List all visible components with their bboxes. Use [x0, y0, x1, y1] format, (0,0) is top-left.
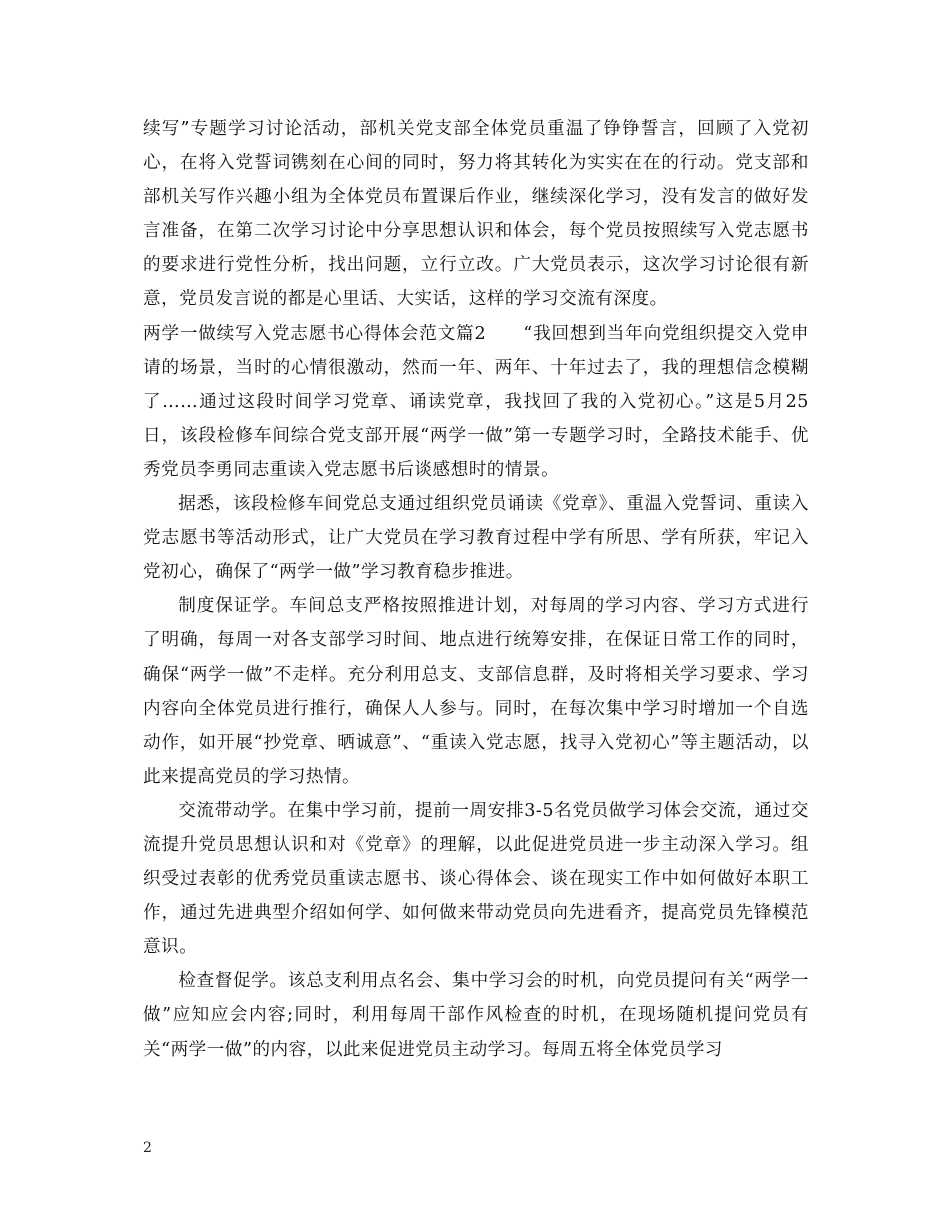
document-body: [143, 112, 809, 1067]
paragraph-5: 交流带动学。在集中学习前，提前一周安排3-5名党员做学习体会交流，通过交流提升党员思想认识和对《党章》的理解，以此促进党员进一步主动深入学习。组织受过表彰的优秀党员重读志愿书、谈心得体会、谈在现实工作中如何做好本职工作，通过先进典型介绍如何学、如何做来带动党员向先进看齐，提高党员先锋模范意识。: [143, 800, 809, 958]
paragraph-6: 检查督促学。该总支利用点名会、集中学习会的时机，向党员提问有关“两学一做”应知应会内容;同时，利用每周干部作风检查的时机，在现场随机提问党员有关“两学一做”的内容，以此来促进党员主动学习。每周五将全体党员学习: [143, 971, 809, 1060]
paragraph-1: 续写”专题学习讨论活动，部机关党支部全体党员重温了铮铮誓言，回顾了入党初心，在将入党誓词镌刻在心间的同时，努力将其转化为实实在在的行动。党支部和部机关写作兴趣小组为全体党员布置课后作业，继续深化学习，没有发言的做好发言准备，在第二次学习讨论中分享思想认识和体会，每个党员按照续写入党志愿书的要求进行党性分析，找出问题，立行立改。广大党员表示，这次学习讨论很有新意，党员发言说的都是心里话、大实话，这样的学习交流有深度。: [143, 119, 809, 310]
paragraph-3: 据悉，该段检修车间党总支通过组织党员诵读《党章》、重温入党誓词、重读入党志愿书等活动形式，让广大党员在学习教育过程中学有所思、学有所获，牢记入党初心，确保了“两学一做”学习教育稳步推进。: [143, 494, 809, 583]
page-number: 2: [143, 1140, 152, 1156]
paragraph-2: 两学一做续写入党志愿书心得体会范文篇2 “我回想到当年向党组织提交入党申请的场景，当时的心情很激动，然而一年、两年、十年过去了，我的理想信念模糊了……通过这段时间学习党章、诵读党章，我找回了我的入党初心。”这是5月25日，该段检修车间综合党支部开展“两学一做”第一专题学习时，全路技术能手、优秀党员李勇同志重读入党志愿书后谈感想时的情景。: [143, 323, 809, 480]
paragraph-4: 制度保证学。车间总支严格按照推进计划，对每周的学习内容、学习方式进行了明确，每周一对各支部学习时间、地点进行统筹安排，在保证日常工作的同时，确保“两学一做”不走样。充分利用总支、支部信息群，及时将相关学习要求、学习内容向全体党员进行推行，确保人人参与。同时，在每次集中学习时增加一个自选动作，如开展“抄党章、晒诚意”、“重读入党志愿，找寻入党初心”等主题活动，以此来提高党员的学习热情。: [143, 596, 809, 787]
